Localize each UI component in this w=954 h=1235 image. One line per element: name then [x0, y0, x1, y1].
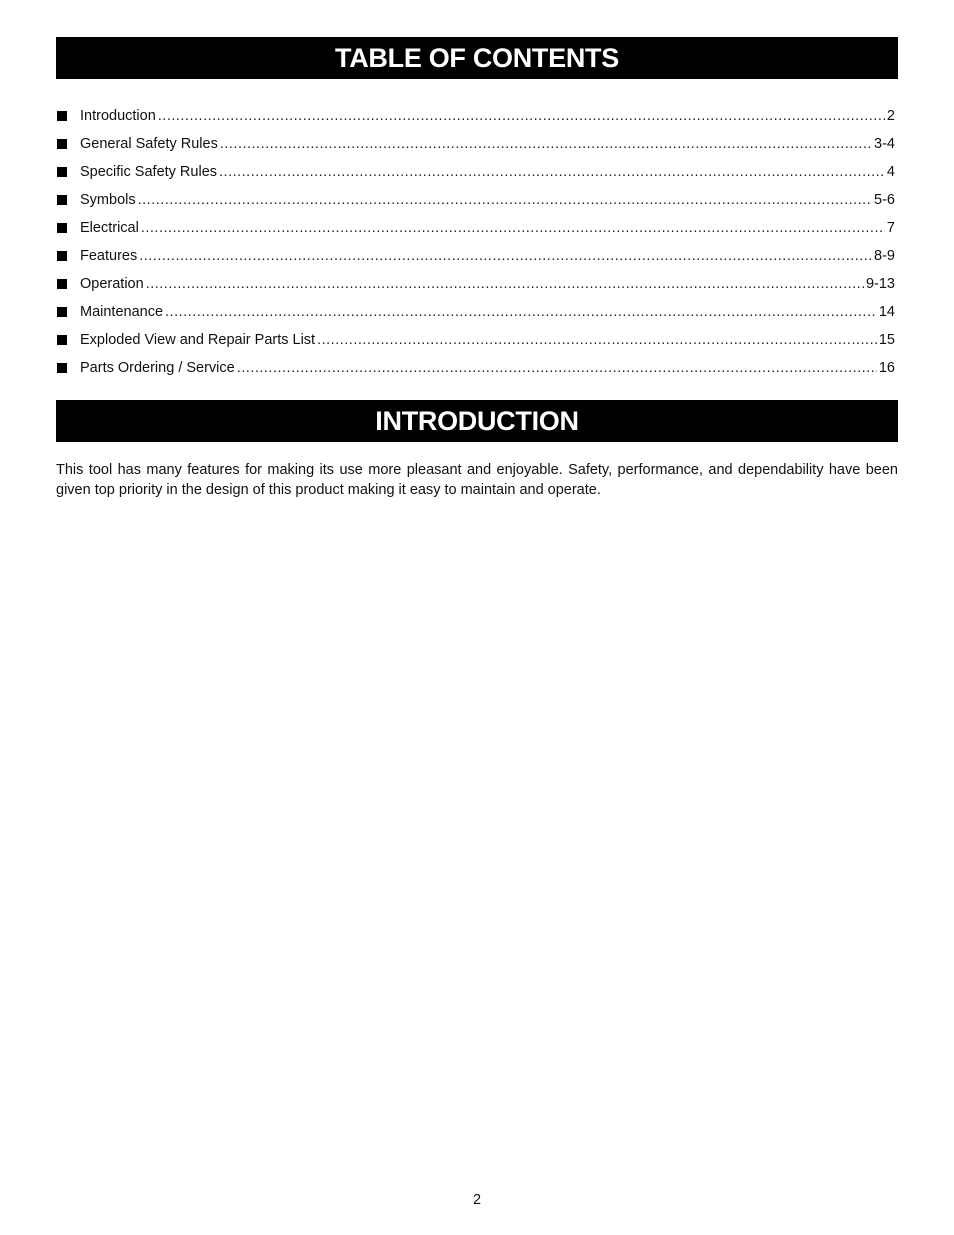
- square-bullet-icon: [57, 111, 67, 121]
- toc-item-page: 16: [878, 360, 895, 376]
- toc-item: [56, 270, 898, 298]
- dot-leader: [165, 298, 877, 326]
- introduction-heading: INTRODUCTION: [56, 400, 898, 442]
- dot-leader: [139, 242, 872, 270]
- page-number: 2: [472, 1192, 482, 1208]
- toc-item-label: Parts Ordering / Service: [80, 360, 235, 376]
- toc-item-page: 4: [886, 164, 895, 180]
- toc-item-label: Symbols: [80, 192, 136, 208]
- toc-item-page: 2: [886, 108, 895, 124]
- square-bullet-icon: [57, 307, 67, 317]
- toc-item: [56, 158, 898, 186]
- toc-list: [56, 102, 898, 382]
- toc-item: [56, 298, 898, 326]
- square-bullet-icon: [57, 223, 67, 233]
- toc-item-label: Introduction: [80, 108, 156, 124]
- dot-leader: [220, 130, 872, 158]
- introduction-body: This tool has many features for making its use more pleasant and enjoyable. Safety, performance, and dependability have been given top priority in the design of this product making it easy to maintain and operate.: [56, 462, 898, 498]
- square-bullet-icon: [57, 279, 67, 289]
- dot-leader: [317, 326, 877, 354]
- toc-item-label: Operation: [80, 276, 144, 292]
- manual-page: [56, 37, 898, 500]
- toc-item: [56, 214, 898, 242]
- square-bullet-icon: [57, 167, 67, 177]
- dot-leader: [219, 158, 885, 186]
- toc-item: [56, 326, 898, 354]
- toc-item-label: Maintenance: [80, 304, 164, 320]
- square-bullet-icon: [57, 363, 67, 373]
- dot-leader: [158, 102, 885, 130]
- toc-item-label: Specific Safety Rules: [80, 164, 218, 180]
- toc-heading: TABLE OF CONTENTS: [56, 37, 898, 79]
- toc-item-page: 5-6: [874, 192, 895, 208]
- square-bullet-icon: [57, 195, 67, 205]
- square-bullet-icon: [57, 335, 67, 345]
- toc-item: [56, 354, 898, 382]
- toc-item-label: Exploded View and Repair Parts List: [80, 332, 316, 348]
- toc-item: [56, 102, 898, 130]
- toc-item-label: General Safety Rules: [80, 136, 218, 152]
- dot-leader: [138, 186, 872, 214]
- toc-item-page: 8-9: [874, 248, 895, 264]
- toc-item-label: Features: [80, 248, 138, 264]
- toc-item: [56, 130, 898, 158]
- toc-item-page: 9-13: [865, 276, 895, 292]
- toc-item-page: 14: [878, 304, 895, 320]
- toc-item: [56, 242, 898, 270]
- toc-item-label: Electrical: [80, 220, 139, 236]
- square-bullet-icon: [57, 251, 67, 261]
- toc-item-page: 7: [886, 220, 895, 236]
- dot-leader: [237, 354, 877, 382]
- toc-item-page: 3-4: [874, 136, 895, 152]
- toc-item-page: 15: [878, 332, 895, 348]
- toc-item: [56, 186, 898, 214]
- dot-leader: [141, 214, 885, 242]
- square-bullet-icon: [57, 139, 67, 149]
- dot-leader: [146, 270, 864, 298]
